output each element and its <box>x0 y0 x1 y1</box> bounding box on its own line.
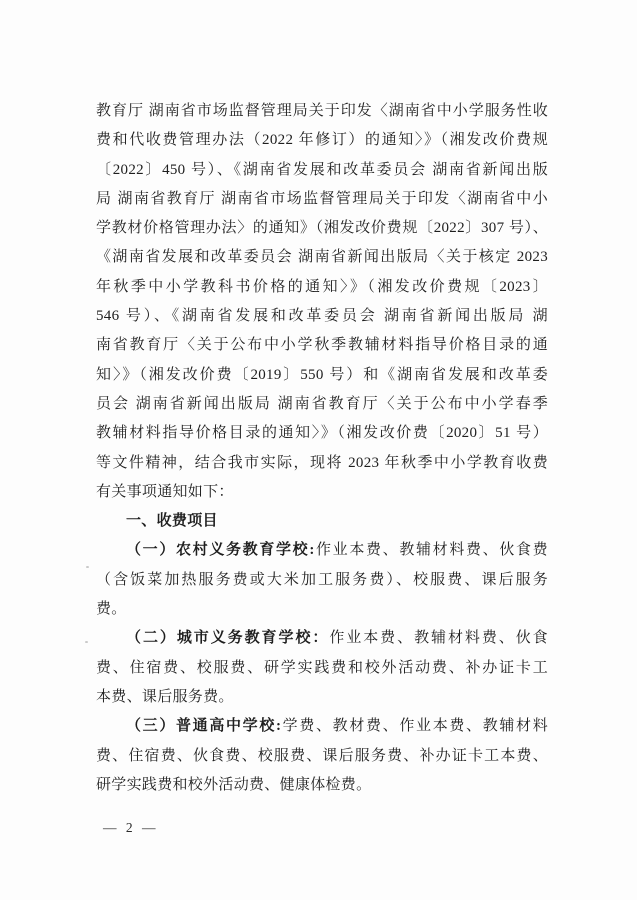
text-line <box>96 536 548 565</box>
text-line <box>96 185 548 214</box>
text-line <box>96 683 548 712</box>
line-text: 〔2022〕450 号）、《湖南省发展和改革委员会 湖南省新闻出版 <box>96 161 548 178</box>
text-line <box>96 449 548 478</box>
text-line <box>96 654 548 683</box>
text-line <box>96 419 548 448</box>
line-text: 《湖南省发展和改革委员会 湖南省新闻出版局〈关于核定 2023 <box>96 249 548 266</box>
line-bold-lead: （三）普通高中学校: <box>126 718 282 735</box>
scan-speck <box>86 566 89 568</box>
line-text: 费。 <box>96 601 127 618</box>
line-text: 学费、教材费、作业本费、教辅材料 <box>281 718 548 735</box>
text-line <box>96 566 548 595</box>
line-text: 本费、课后服务费。 <box>96 688 234 705</box>
heading-text: 一、收费项目 <box>126 513 218 530</box>
text-line <box>96 478 548 507</box>
line-text: （含饭菜加热服务费或大米加工服务费）、校服费、课后服务 <box>96 571 548 588</box>
text-line <box>96 331 548 360</box>
line-text: 费、住宿费、伙食费、校服费、课后服务费、补办证卡工本费、 <box>96 747 548 764</box>
line-text: 有关事项通知如下： <box>96 483 234 500</box>
line-text: 作业本费、教辅材料费、伙食 <box>329 630 548 647</box>
text-line <box>96 126 548 155</box>
text-line <box>96 273 548 302</box>
line-text: 费、住宿费、校服费、研学实践费和校外活动费、补办证卡工 <box>96 659 548 676</box>
line-text: 作业本费、教辅材料费、伙食费 <box>314 542 548 559</box>
text-line <box>96 302 548 331</box>
text-line <box>96 156 548 185</box>
text-line <box>96 771 548 800</box>
text-line <box>96 595 548 624</box>
text-line <box>96 624 548 653</box>
line-text: 教育厅 湖南省市场监督管理局关于印发〈湖南省中小学服务性收 <box>96 103 548 119</box>
text-line <box>96 742 548 771</box>
line-bold-lead: （一）农村义务教育学校: <box>126 542 315 559</box>
line-text: 学教材价格管理办法〉的通知》（湘发改价费规〔2022〕307 号）、 <box>96 220 548 237</box>
text-line <box>96 361 548 390</box>
line-text: 研学实践费和校外活动费、健康体检费。 <box>96 776 372 793</box>
line-text: 局 湖南省教育厅 湖南省市场监督管理局关于印发〈湖南省中小 <box>96 190 548 207</box>
line-text: 年秋季中小学教科书价格的通知〉》（湘发改价费规〔2023〕 <box>96 278 548 295</box>
text-line <box>96 712 548 741</box>
line-text: 费和代收费管理办法（2022 年修订）的通知〉》（湘发改价费规 <box>96 132 548 149</box>
document-body <box>96 97 548 800</box>
line-text: 知〉》（湘发改价费〔2019〕550 号）和《湖南省发展和改革委 <box>96 366 548 383</box>
line-text: 南省教育厅〈关于公布中小学秋季教辅材料指导价格目录的通 <box>96 337 548 354</box>
page-number: — 2 — <box>103 820 159 835</box>
section-heading-fee-items <box>96 507 548 536</box>
line-text: 教辅材料指导价格目录的通知〉》（湘发改价费〔2020〕51 号） <box>96 425 548 442</box>
text-line <box>96 243 548 272</box>
text-line <box>96 390 548 419</box>
text-line <box>96 97 548 126</box>
line-text: 546 号）、《湖南省发展和改革委员会 湖南省新闻出版局 湖 <box>96 308 548 325</box>
scan-speck <box>85 641 88 643</box>
text-line <box>96 214 548 243</box>
line-text: 等文件精神，结合我市实际，现将 2023 年秋季中小学教育收费 <box>96 454 548 471</box>
line-bold-lead: （二）城市义务教育学校： <box>126 630 330 647</box>
line-text: 员会 湖南省新闻出版局 湖南省教育厅〈关于公布中小学春季 <box>96 395 548 412</box>
